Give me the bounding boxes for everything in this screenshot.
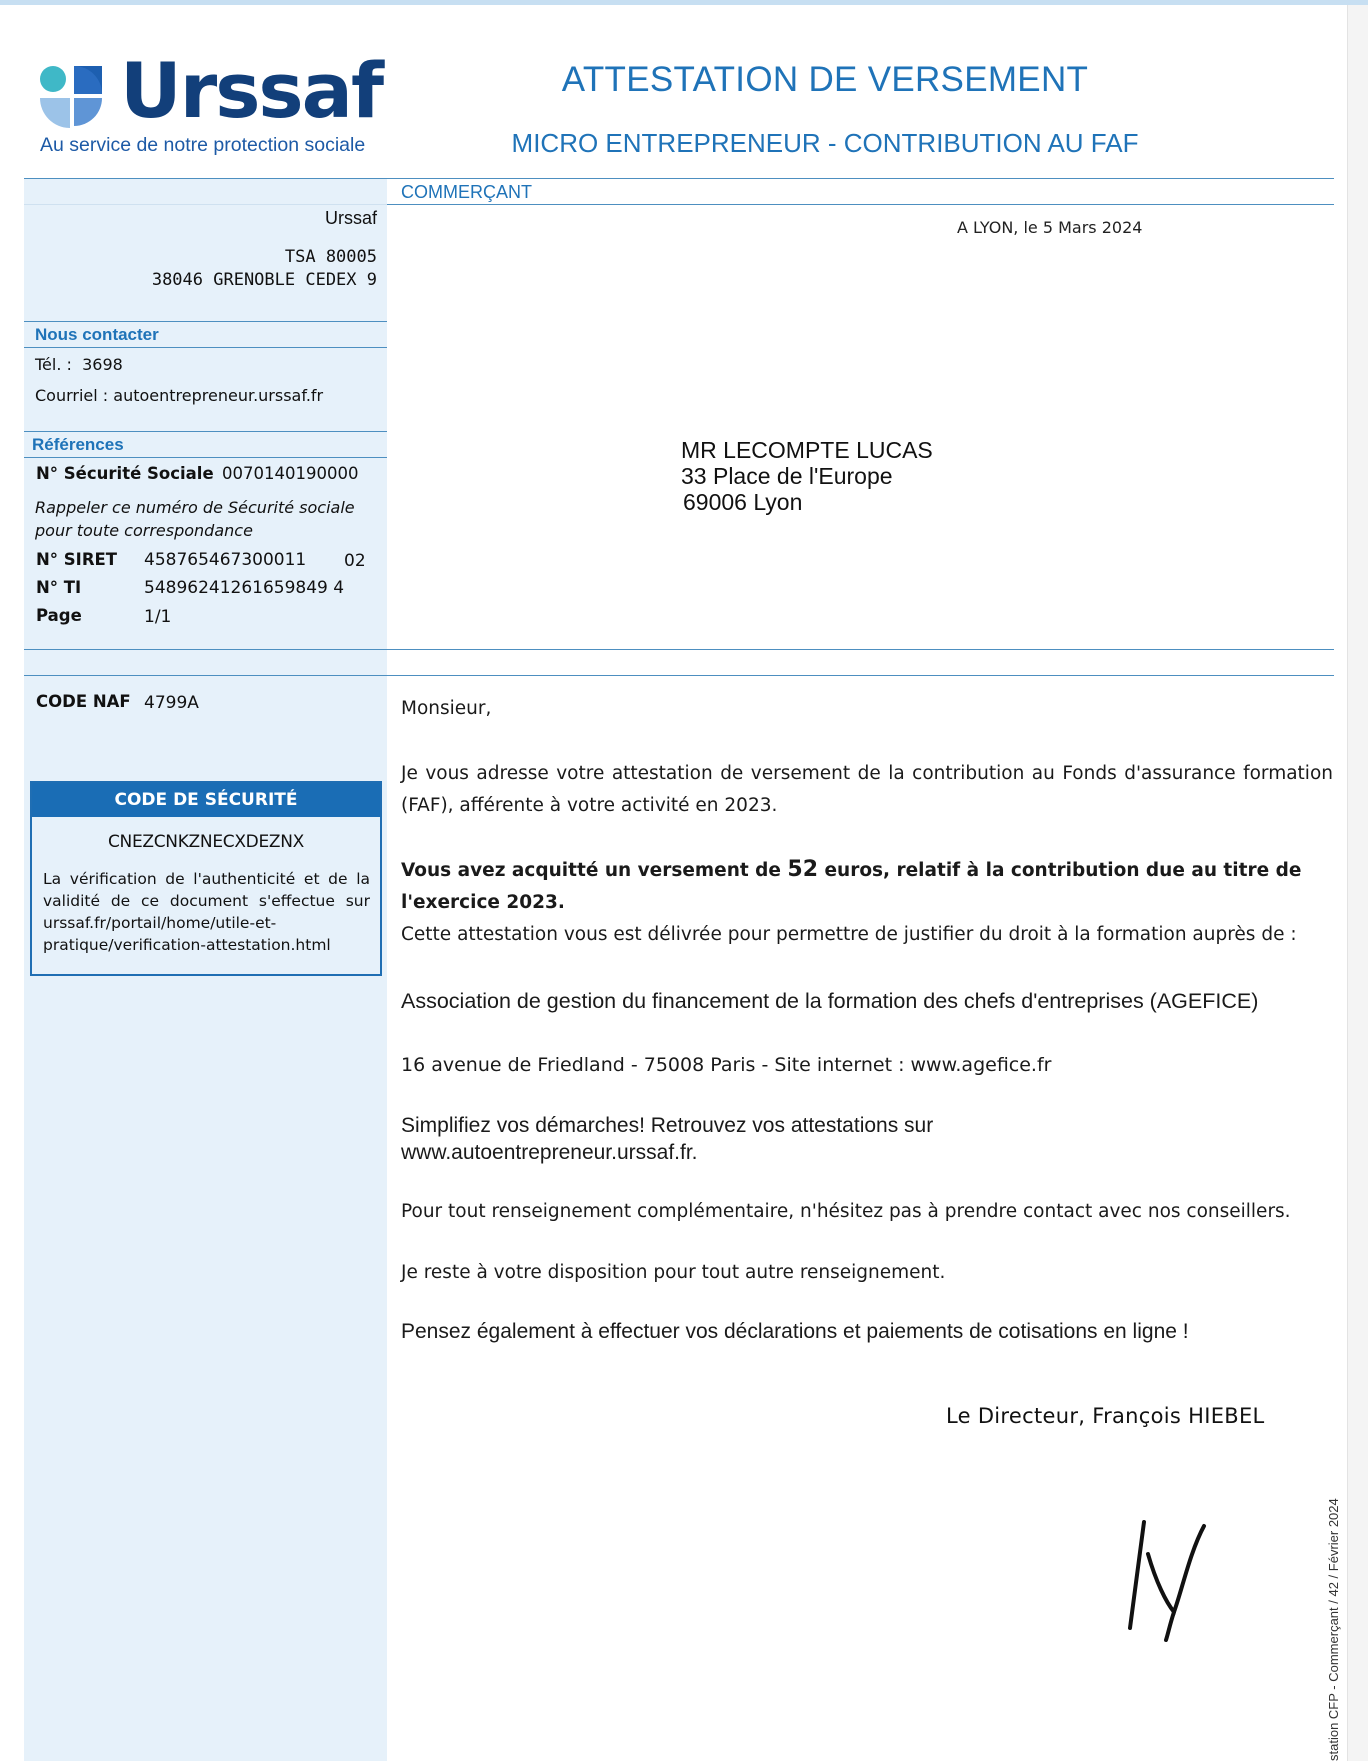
urssaf-logo: [38, 46, 388, 162]
letter-paragraph-7: Pensez également à effectuer vos déclarations et paiements de cotisations en ligne !: [401, 1320, 1189, 1343]
sender-address-line1: TSA 80005: [284, 247, 377, 267]
phone-value: 3698: [82, 355, 123, 374]
email-label: Courriel :: [35, 386, 109, 405]
letter-salutation: Monsieur,: [401, 698, 492, 719]
contact-heading: Nous contacter: [35, 325, 159, 344]
security-code-box: [30, 781, 382, 976]
letter-paragraph-4: [401, 1112, 1333, 1166]
p4-line1: Simplifiez vos démarches! Retrouvez vos attestations sur: [401, 1114, 934, 1137]
category-label: COMMERÇANT: [401, 182, 532, 202]
ss-note-line2: pour toute correspondance: [35, 521, 253, 540]
letter-paragraph-2: [401, 854, 1333, 919]
security-code-heading: CODE DE SÉCURITÉ: [32, 783, 380, 817]
ss-value: 0070140190000: [222, 464, 359, 483]
document-subtitle: MICRO ENTREPRENEUR - CONTRIBUTION AU FAF: [511, 128, 1139, 158]
handwritten-signature: [1122, 1512, 1222, 1642]
recipient-address: [681, 437, 933, 515]
ss-note-line1: Rappeler ce numéro de Sécurité sociale: [35, 498, 355, 517]
urssaf-wordmark: Urssaf: [120, 46, 383, 135]
p4-line2: www.autoentrepreneur.urssaf.fr.: [401, 1141, 698, 1164]
siret-suffix: 02: [344, 551, 366, 571]
ti-label: N° TI: [36, 578, 82, 597]
naf-value: 4799A: [144, 693, 199, 713]
payment-text-before: Vous avez acquitté un versement de: [401, 860, 788, 881]
references-heading: Références: [32, 435, 124, 454]
recipient-street: 33 Place de l'Europe: [681, 463, 893, 489]
letter-date: A LYON, le 5 Mars 2024: [957, 218, 1143, 237]
ss-label: N° Sécurité Sociale: [36, 464, 214, 483]
sender-address-line2: 38046 GRENOBLE CEDEX 9: [151, 270, 377, 290]
sender-name: Urssaf: [324, 208, 377, 228]
rule-contact-top: [24, 321, 387, 322]
email-value: autoentrepreneur.urssaf.fr: [113, 386, 324, 405]
ss-note: [35, 496, 355, 542]
urssaf-logo-icon: [38, 64, 104, 130]
page-label: Page: [36, 606, 82, 625]
siret-label: N° SIRET: [36, 550, 118, 569]
rule-ref-bottom: [24, 457, 387, 458]
letter-paragraph-1: Je vous adresse votre attestation de versement de la contribution au Fonds d'assurance formation (FAF), afférente à votre activité en 2023.: [401, 763, 1333, 816]
page-value: 1/1: [144, 607, 172, 627]
rule-top: [24, 178, 1334, 179]
rule-mid-2: [24, 675, 1334, 676]
right-page-edge: [1347, 5, 1368, 1761]
siret-value: 458765467300011: [144, 550, 307, 570]
phone-label: Tél. :: [35, 355, 72, 374]
security-verification-text: La vérification de l'authenticité et de la validité de ce document s'effectue sur urssaf.fr/portail/home/utile-et-pratique/verification-attestation.html: [43, 870, 370, 954]
ti-value: 54896241261659849 4: [144, 578, 345, 598]
recipient-city: 69006 Lyon: [683, 489, 803, 515]
security-code-value: CNEZCNKZNECXDEZNX: [107, 832, 305, 852]
urssaf-tagline: Au service de notre protection sociale: [40, 134, 366, 156]
rule-ref-top: [24, 431, 387, 432]
signatory-name: Le Directeur, François HIEBEL: [946, 1404, 1265, 1428]
contact-email: [35, 386, 323, 405]
payment-text-after: euros, relatif à la contribution due au titre de l'exercice 2023.: [401, 860, 1302, 913]
organization-address: 16 avenue de Friedland - 75008 Paris - Site internet : www.agefice.fr: [401, 1054, 1052, 1076]
document-title: ATTESTATION DE VERSEMENT: [561, 60, 1089, 99]
rule-mid-1: [24, 649, 1334, 650]
rule-sidebar-category: [24, 204, 387, 205]
letter-paragraph-3: Cette attestation vous est délivrée pour permettre de justifier du droit à la formation auprès de :: [401, 924, 1297, 945]
rule-under-category: [387, 204, 1334, 205]
letter-paragraph-6: Je reste à votre disposition pour tout autre renseignement.: [401, 1262, 946, 1283]
vertical-form-reference: station CFP - Commerçant / 42 / Février 2024: [1326, 1498, 1341, 1761]
letter-paragraph-5: Pour tout renseignement complémentaire, n'hésitez pas à prendre contact avec nos conseillers.: [401, 1201, 1291, 1222]
payment-amount: 52: [787, 857, 819, 882]
contact-phone: [35, 355, 123, 374]
recipient-name: MR LECOMPTE LUCAS: [681, 437, 933, 463]
top-edge-bar: [0, 0, 1368, 5]
naf-label: CODE NAF: [36, 692, 131, 711]
organization-name: Association de gestion du financement de la formation des chefs d'entreprises (AGEFICE): [401, 989, 1259, 1013]
rule-contact-bottom: [24, 347, 387, 348]
